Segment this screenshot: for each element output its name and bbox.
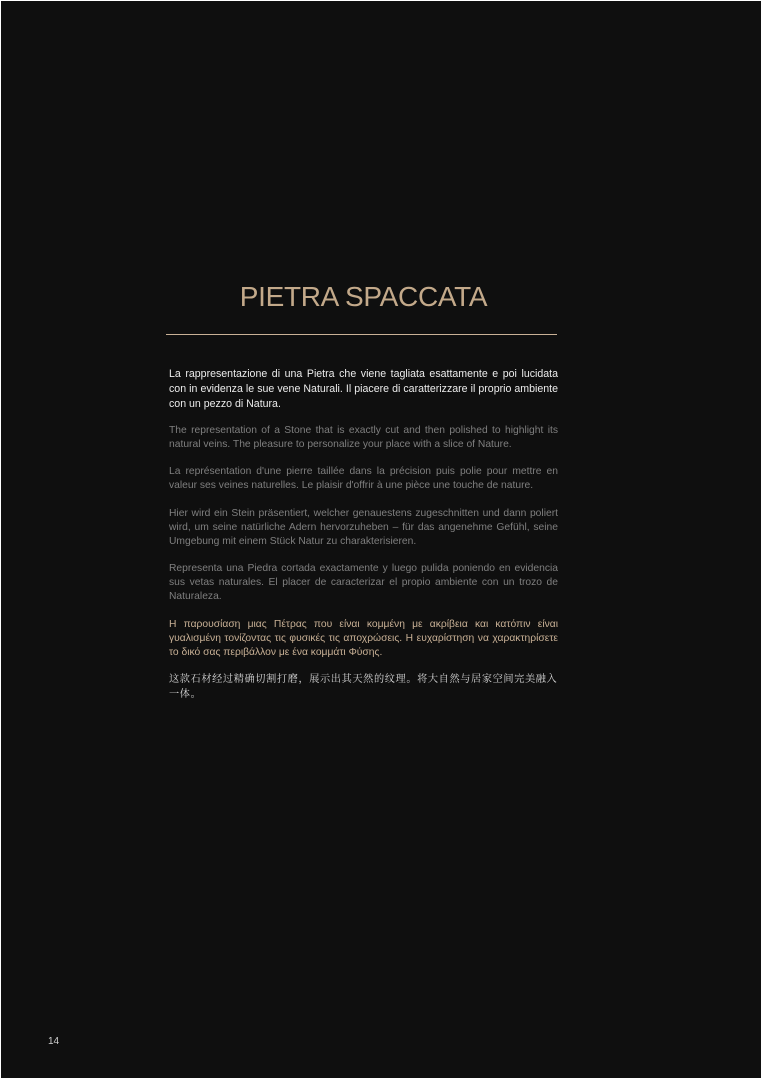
catalog-page: [1, 1, 761, 1078]
description-english: The representation of a Stone that is exactly cut and then polished to highlight its natural veins. The pleasure to personalize your place with a slice of Nature.: [169, 425, 558, 450]
description-italian: La rappresentazione di una Pietra che viene tagliata esattamente e poi lucidata con in evidenza le sue vene Naturali. Il piacere di caratterizzare il proprio ambiente con un pezzo di Natura.: [169, 368, 558, 410]
description-spanish: Representa una Piedra cortada exactamente y luego pulida poniendo en evidencia sus vetas naturales. El placer de caracterizar el propio ambiente con un trozo de Naturaleza.: [169, 563, 558, 602]
description-greek: Η παρουσίαση μιας Πέτρας που είναι κομμένη με ακρίβεια και κατόπιν είναι γυαλισμένη τονίζοντας τις φυσικές τις αποχρώσεις. Η ευχαρίστηση να χαρακτηρίσετε το δικό σας περιβάλλον με ένα κομμάτι Φύσης.: [169, 619, 558, 658]
description-french: La représentation d'une pierre taillée dans la précision puis polie pour mettre en valeur ses veines naturelles. Le plaisir d'offrir à une pièce une touche de nature.: [169, 466, 558, 491]
description-german: Hier wird ein Stein präsentiert, welcher genauestens zugeschnitten und dann poliert wird, um seine natürliche Adern hervorzuheben – für das angenehme Gefühl, seine Umgebung mit einem Stück Natur zu charakterisieren.: [169, 508, 558, 547]
description-chinese: 这款石材经过精确切割打磨，展示出其天然的纹理。将大自然与居家空间完美融入一体。: [169, 674, 558, 700]
title-divider: [166, 334, 557, 335]
page-title: PIETRA SPACCATA: [239, 281, 488, 312]
page-number: 14: [48, 1036, 60, 1047]
